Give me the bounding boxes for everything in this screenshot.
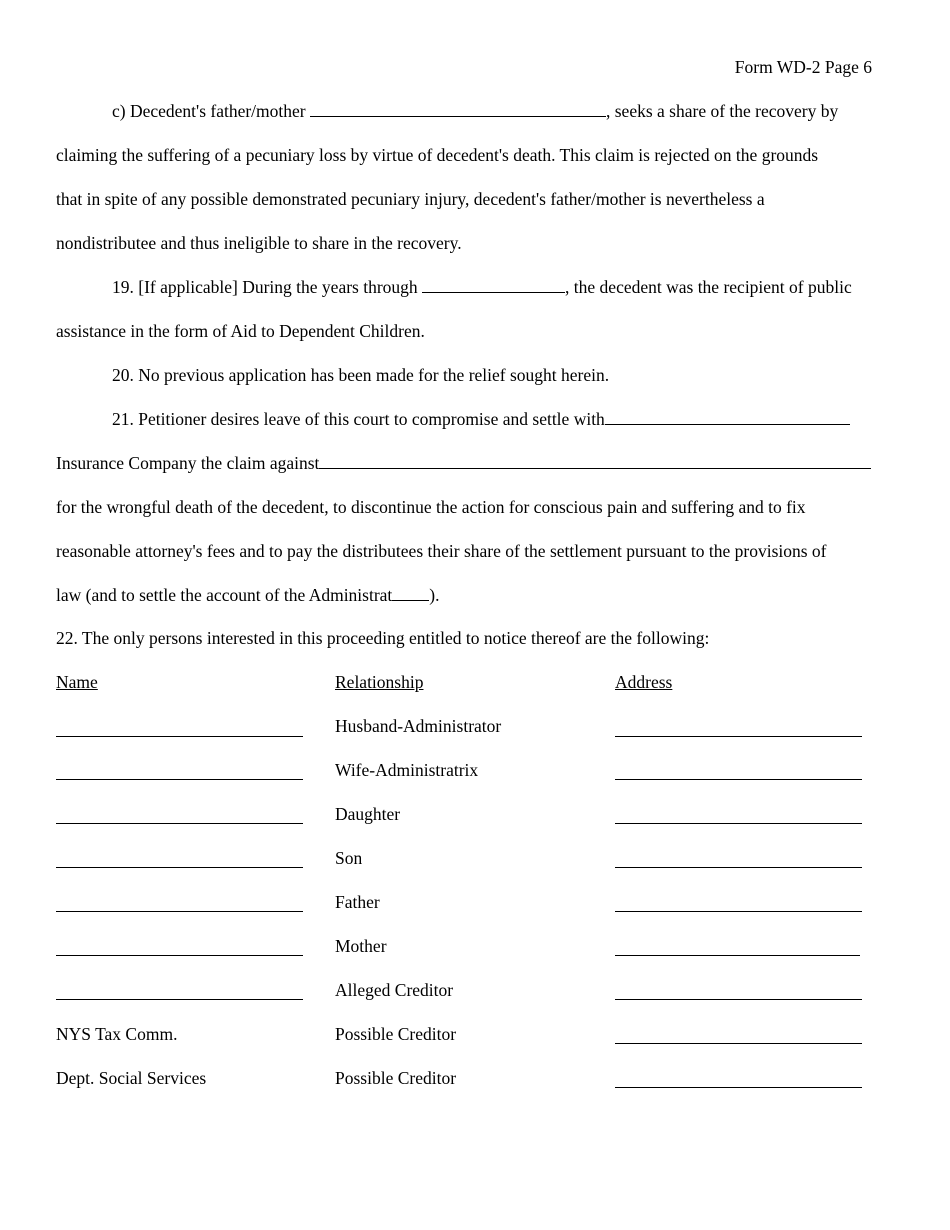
relationship-possible-creditor-dss: Possible Creditor: [335, 1068, 457, 1088]
para-21-line1: [112, 408, 850, 430]
para-21-line2: [56, 452, 871, 474]
name-blank-son[interactable]: [56, 867, 303, 868]
para-c-suffix: , seeks a share of the recovery by: [606, 101, 839, 121]
para-21-line3: for the wrongful death of the decedent, to discontinue the action for conscious pain and suffering and to fix: [56, 497, 806, 517]
para-c-line4: nondistributee and thus ineligible to share in the recovery.: [56, 233, 462, 253]
administrator-suffix-blank[interactable]: [392, 584, 429, 601]
name-blank-mother[interactable]: [56, 955, 303, 956]
para-21-prefix: 21. Petitioner desires leave of this court to compromise and settle with: [112, 409, 605, 429]
address-blank-father[interactable]: [615, 911, 862, 912]
claim-against-blank[interactable]: [319, 452, 871, 469]
address-blank-wife[interactable]: [615, 779, 862, 780]
relationship-son: Son: [335, 848, 363, 868]
father-mother-name-blank[interactable]: [310, 100, 606, 117]
name-blank-wife[interactable]: [56, 779, 303, 780]
address-blank-nys-tax[interactable]: [615, 1043, 862, 1044]
para-c-prefix: c) Decedent's father/mother: [112, 101, 310, 121]
years-through-blank[interactable]: [422, 276, 565, 293]
relationship-wife: Wife-Administratrix: [335, 760, 479, 780]
form-page-label: Form WD-2 Page 6: [734, 57, 872, 77]
name-blank-alleged-creditor[interactable]: [56, 999, 303, 1000]
name-blank-husband[interactable]: [56, 736, 303, 737]
relationship-father: Father: [335, 892, 380, 912]
address-blank-mother[interactable]: [615, 955, 860, 956]
relationship-mother: Mother: [335, 936, 387, 956]
para-19-line1: [112, 276, 852, 298]
address-blank-alleged-creditor[interactable]: [615, 999, 862, 1000]
relationship-alleged-creditor: Alleged Creditor: [335, 980, 454, 1000]
address-blank-son[interactable]: [615, 867, 862, 868]
para-c-line3: that in spite of any possible demonstrated pecuniary injury, decedent's father/mother is nevertheless a: [56, 189, 765, 209]
column-header-name: Name: [56, 672, 98, 692]
relationship-daughter: Daughter: [335, 804, 401, 824]
relationship-possible-creditor-tax: Possible Creditor: [335, 1024, 457, 1044]
para-21-line5: [56, 584, 440, 606]
para-21-line5-suffix: ).: [429, 585, 440, 605]
address-blank-daughter[interactable]: [615, 823, 862, 824]
address-blank-husband[interactable]: [615, 736, 862, 737]
para-c-line1: [112, 100, 838, 122]
para-19-line2: assistance in the form of Aid to Dependent Children.: [56, 321, 425, 341]
para-21-line2-prefix: Insurance Company the claim against: [56, 453, 320, 473]
para-19-prefix: 19. [If applicable] During the years through: [112, 277, 423, 297]
para-c-line2: claiming the suffering of a pecuniary loss by virtue of decedent's death. This claim is rejected on the grounds: [56, 145, 819, 165]
name-blank-daughter[interactable]: [56, 823, 303, 824]
insurance-company-blank[interactable]: [605, 408, 850, 425]
para-19-suffix: , the decedent was the recipient of public: [565, 277, 852, 297]
name-blank-father[interactable]: [56, 911, 303, 912]
para-21-line4: reasonable attorney's fees and to pay the distributees their share of the settlement pursuant to the provisions of: [56, 541, 827, 561]
relationship-husband: Husband-Administrator: [335, 716, 502, 736]
column-header-address: Address: [615, 672, 673, 692]
address-blank-dss[interactable]: [615, 1087, 862, 1088]
para-20: 20. No previous application has been made for the relief sought herein.: [112, 365, 610, 385]
name-dept-social-services: Dept. Social Services: [56, 1068, 207, 1088]
para-21-line5-prefix: law (and to settle the account of the Administrat: [56, 585, 393, 605]
column-header-relationship: Relationship: [335, 672, 424, 692]
name-nys-tax-comm: NYS Tax Comm.: [56, 1024, 178, 1044]
para-22: 22. The only persons interested in this proceeding entitled to notice thereof are the following:: [56, 628, 710, 648]
